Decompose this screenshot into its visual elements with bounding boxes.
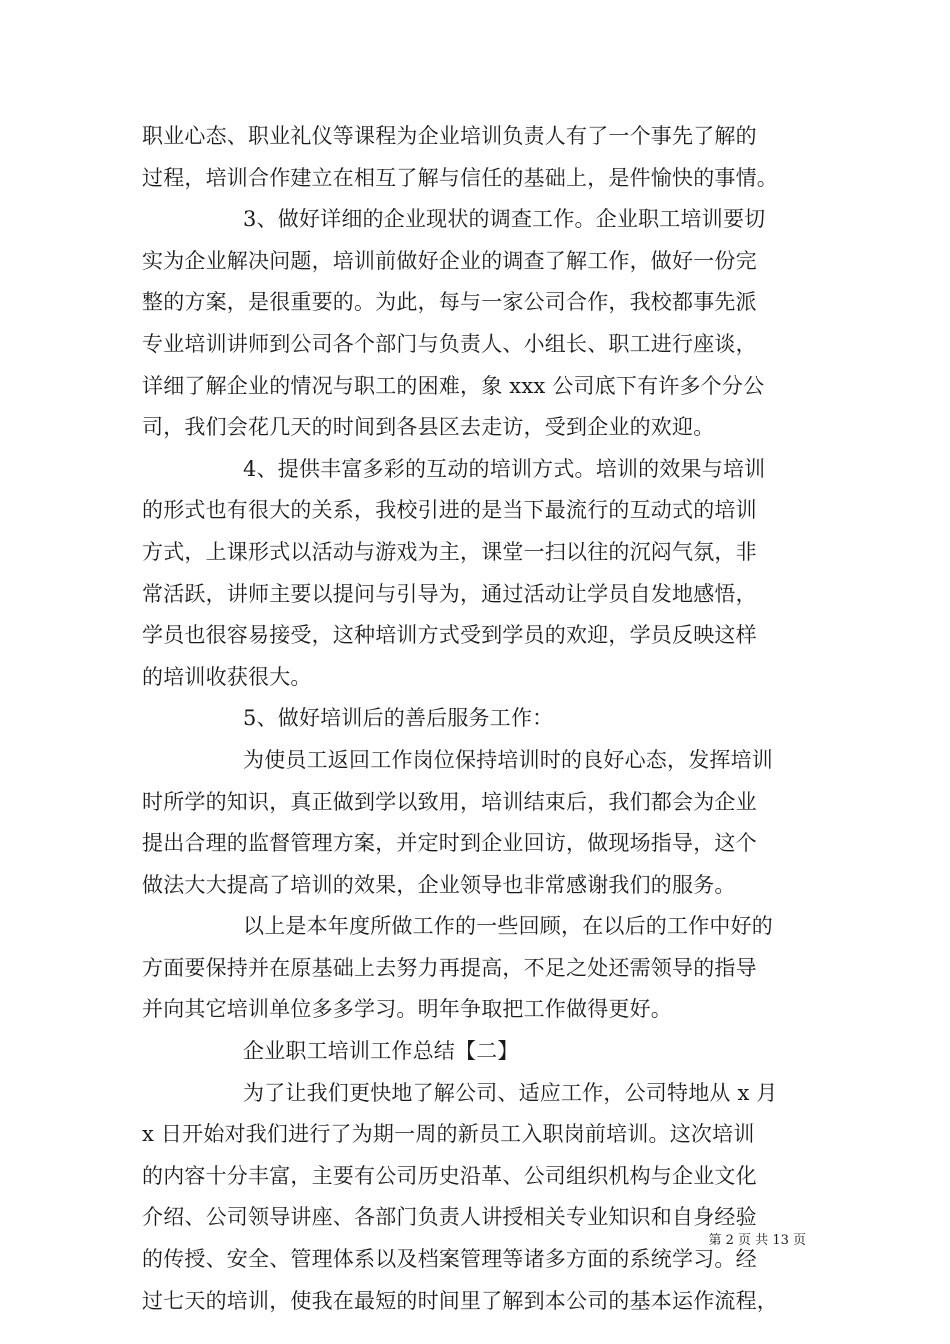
text-line: 过七天的培训，使我在最短的时间里了解到本公司的基本运作流程，: [142, 1288, 778, 1313]
text-line: 3、做好详细的企业现状的调查工作。企业职工培训要切: [243, 207, 766, 232]
text-line: 常活跃，讲师主要以提问与引导为，通过活动让学员自发地感悟，: [142, 581, 757, 606]
text-line: 实为企业解决问题，培训前做好企业的调查了解工作，做好一份完: [142, 248, 757, 273]
page-number: 第 2 页 共 13 页: [708, 1233, 806, 1248]
text-line: 并向其它培训单位多多学习。明年争取把工作做得更好。: [142, 997, 672, 1022]
text-line: 5、做好培训后的善后服务工作：: [243, 706, 554, 731]
text-line: 司，我们会花几天的时间到各县区去走访，受到企业的欢迎。: [142, 415, 715, 440]
text-line: 职业心态、职业礼仪等课程为企业培训负责人有了一个事先了解的: [142, 124, 757, 148]
text-line: 提出合理的监督管理方案，并定时到企业回访，做现场指导，这个: [142, 831, 757, 856]
text-line: 为使员工返回工作岗位保持培训时的良好心态，发挥培训: [243, 747, 773, 772]
text-line: 介绍、公司领导讲座、各部门负责人讲授相关专业知识和自身经验: [142, 1205, 757, 1230]
text-line: 4、提供丰富多彩的互动的培训方式。培训的效果与培训: [243, 456, 766, 481]
text-line: 学员也很容易接受，这种培训方式受到学员的欢迎，学员反映这样: [142, 623, 757, 648]
text-line: 企业职工培训工作总结【二】: [243, 1039, 519, 1064]
text-line: 整的方案，是很重要的。为此，每与一家公司合作，我校都事先派: [142, 290, 757, 315]
text-line: 详细了解企业的情况与职工的困难，象 xxx 公司底下有许多个分公: [142, 373, 765, 398]
text-line: 专业培训讲师到公司各个部门与负责人、小组长、职工进行座谈，: [142, 331, 757, 356]
text-line: 做法大大提高了培训的效果，企业领导也非常感谢我们的服务。: [142, 872, 736, 897]
text-line: 方面要保持并在原基础上去努力再提高，不足之处还需领导的指导: [142, 955, 757, 980]
text-line: 过程，培训合作建立在相互了解与信任的基础上，是件愉快的事情。: [142, 165, 778, 190]
text-line: 的内容十分丰富，主要有公司历史沿革、公司组织机构与企业文化: [142, 1163, 757, 1188]
text-line: 以上是本年度所做工作的一些回顾，在以后的工作中好的: [243, 914, 773, 939]
text-line: 的培训收获很大。: [142, 664, 312, 689]
text-line: 的形式也有很大的关系，我校引进的是当下最流行的互动式的培训: [142, 498, 757, 523]
text-line: 时所学的知识，真正做到学以致用，培训结束后，我们都会为企业: [142, 789, 757, 814]
text-line: 为了让我们更快地了解公司、适应工作，公司特地从 x 月: [243, 1080, 778, 1105]
document-body: [142, 116, 814, 1322]
text-line: 方式，上课形式以活动与游戏为主，课堂一扫以往的沉闷气氛，非: [142, 539, 757, 564]
text-line: x 日开始对我们进行了为期一周的新员工入职岗前培训。这次培训: [142, 1122, 755, 1147]
text-line: 的传授、安全、管理体系以及档案管理等诸多方面的系统学习。经: [142, 1247, 757, 1272]
